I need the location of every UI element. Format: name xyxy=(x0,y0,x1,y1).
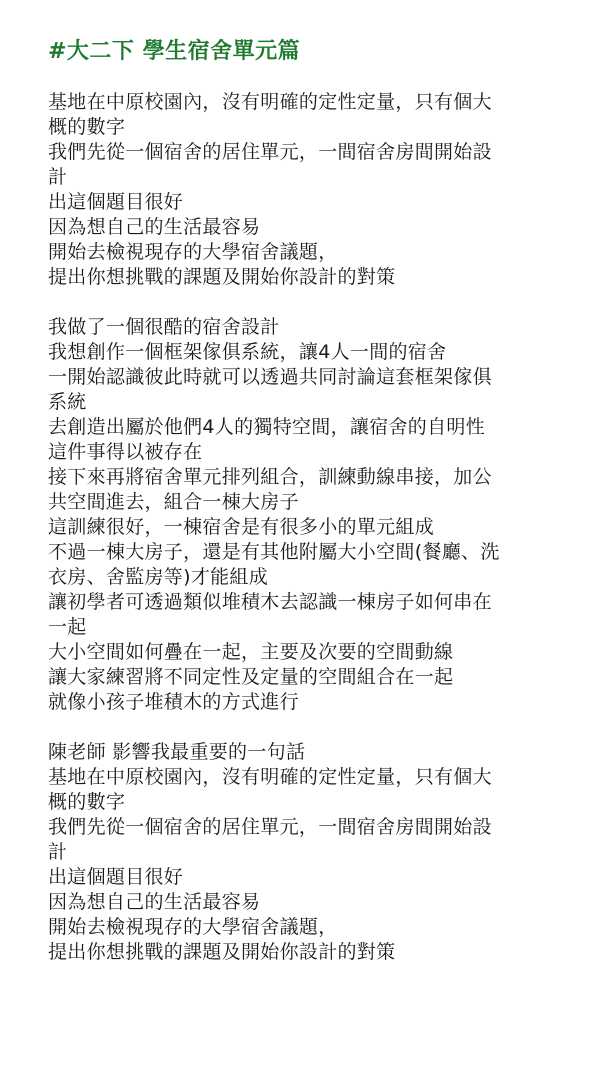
text-line: 系統 xyxy=(48,391,87,413)
text-line: 出這個題目很好 xyxy=(48,866,184,888)
text-line: 共空間進去，組合一棟大房子 xyxy=(48,491,299,513)
text-line: 衣房、舍監房等)才能組成 xyxy=(48,566,269,588)
text-line: 開始去檢視現存的大學宿舍議題， xyxy=(48,241,338,263)
text-line: 這訓練很好，一棟宿舍是有很多小的單元組成 xyxy=(48,516,435,538)
text-line: 基地在中原校園內，沒有明確的定性定量，只有個大 xyxy=(48,91,492,113)
text-line: 一起 xyxy=(48,616,87,638)
text-line: 計 xyxy=(48,166,68,188)
text-line: 開始去檢視現存的大學宿舍議題， xyxy=(48,916,338,938)
text-line: 我們先從一個宿舍的居住單元，一間宿舍房間開始設 xyxy=(48,816,492,838)
text-line: 讓大家練習將不同定性及定量的空間組合在一起 xyxy=(48,666,454,688)
text-line: 讓初學者可透過類似堆積木去認識一棟房子如何串在 xyxy=(48,591,492,613)
text-line: 不過一棟大房子，還是有其他附屬大小空間(餐廳、洗 xyxy=(48,541,500,563)
paragraph xyxy=(48,740,568,965)
text-line: 我想創作一個框架傢俱系統，讓4人一間的宿舍 xyxy=(48,341,447,363)
text-line: 概的數字 xyxy=(48,791,126,813)
text-line: 一開始認識彼此時就可以透過共同討論這套框架傢俱 xyxy=(48,366,492,388)
text-line: 出這個題目很好 xyxy=(48,191,184,213)
text-line: 我們先從一個宿舍的居住單元，一間宿舍房間開始設 xyxy=(48,141,492,163)
paragraph xyxy=(48,315,568,715)
article-body xyxy=(48,90,568,965)
text-line: 基地在中原校園內，沒有明確的定性定量，只有個大 xyxy=(48,766,492,788)
text-line: 這件事得以被存在 xyxy=(48,441,203,463)
text-line: 就像小孩子堆積木的方式進行 xyxy=(48,691,299,713)
text-line: 接下來再將宿舍單元排列組合，訓練動線串接，加公 xyxy=(48,466,492,488)
article xyxy=(48,38,568,990)
text-line: 因為想自己的生活最容易 xyxy=(48,891,261,913)
text-line: 計 xyxy=(48,841,68,863)
text-line: 提出你想挑戰的課題及開始你設計的對策 xyxy=(48,266,396,288)
text-line: 去創造出屬於他們4人的獨特空間，讓宿舍的自明性 xyxy=(48,416,485,438)
post-title: #大二下 學生宿舍單元篇 xyxy=(48,39,301,64)
text-line: 提出你想挑戰的課題及開始你設計的對策 xyxy=(48,941,396,963)
text-line: 概的數字 xyxy=(48,116,126,138)
text-line: 因為想自己的生活最容易 xyxy=(48,216,261,238)
text-line: 大小空間如何疊在一起，主要及次要的空間動線 xyxy=(48,641,454,663)
text-line: 我做了一個很酷的宿舍設計 xyxy=(48,316,280,338)
text-line: 陳老師 影響我最重要的一句話 xyxy=(48,741,306,763)
paragraph xyxy=(48,90,568,290)
